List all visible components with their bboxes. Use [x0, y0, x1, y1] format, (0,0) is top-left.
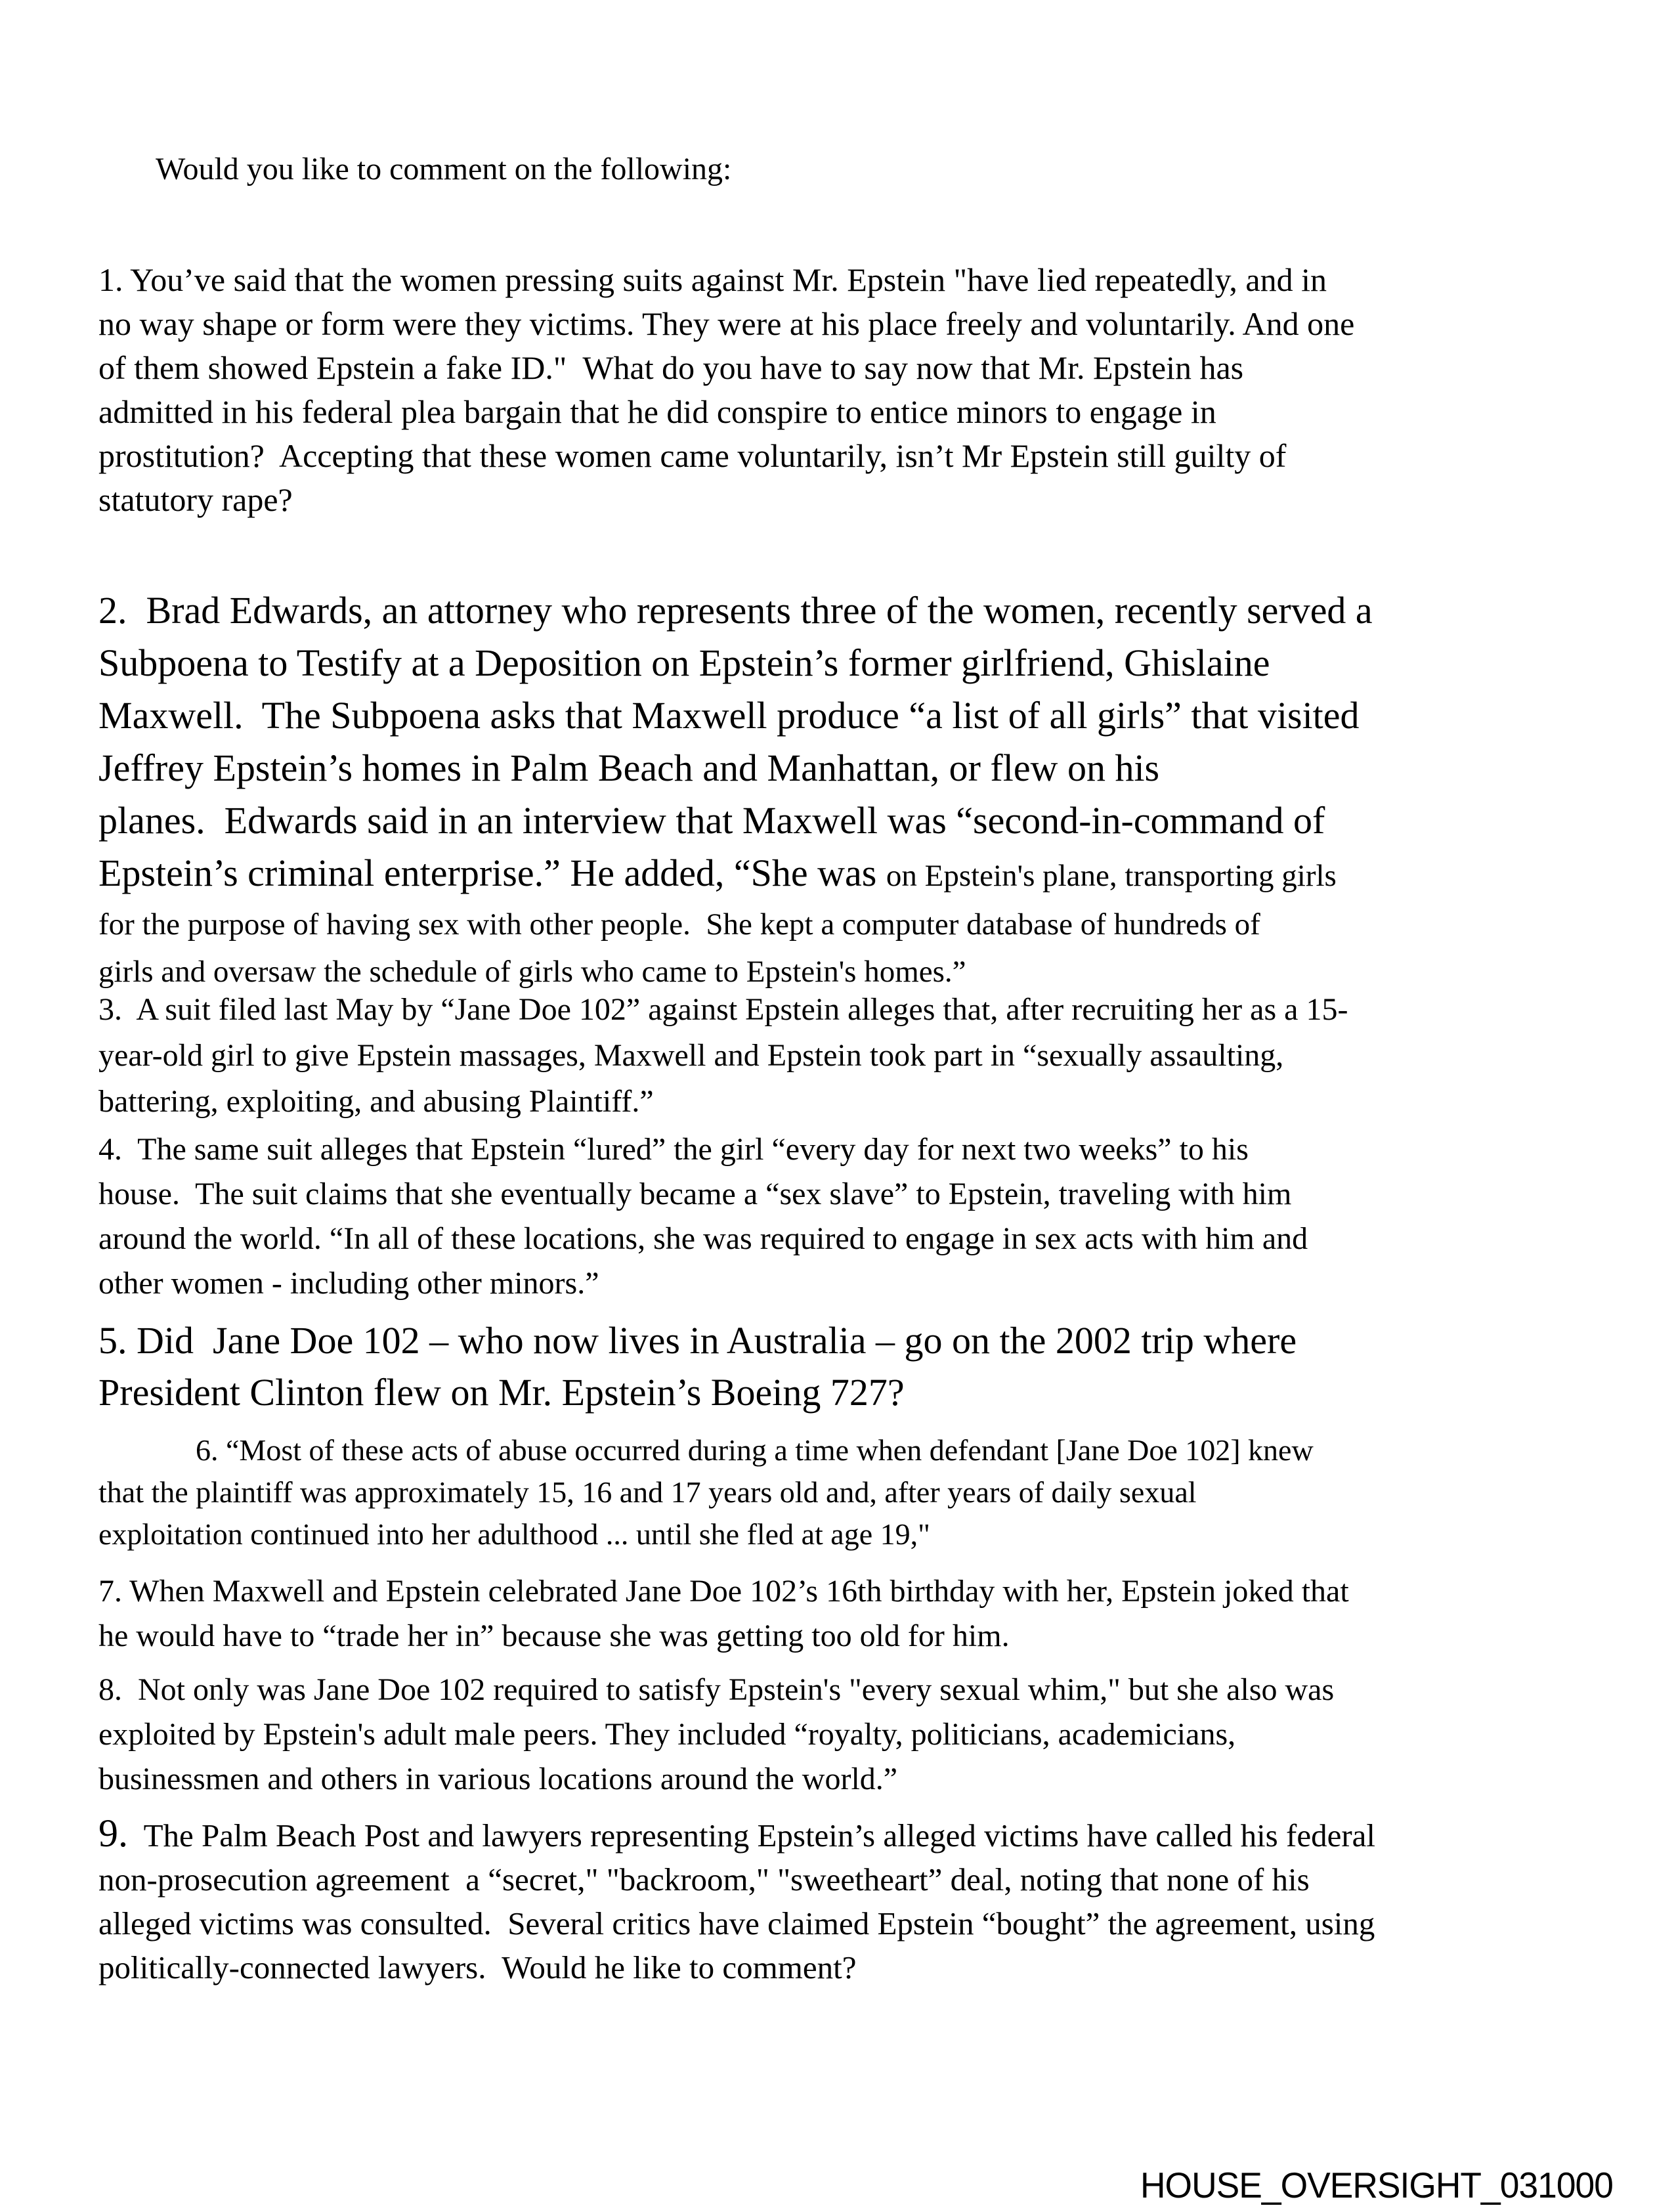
text-line [98, 1217, 1308, 1261]
text-line [98, 742, 1373, 794]
text-run: 8. Not only was Jane Doe 102 required to satisfy Epstein's "every sexual whim," but she also was [98, 1672, 1335, 1707]
text-line [98, 1811, 1375, 1857]
text-run: Epstein’s criminal enterprise.” He added, “She was [98, 852, 886, 894]
text-run: no way shape or form were they victims. They were at his place freely and voluntarily. And one [98, 305, 1355, 342]
paragraph-p4 [98, 1127, 1308, 1306]
text-run: exploitation continued into her adulthood ... until she fled at age 19," [98, 1517, 930, 1551]
text-line [98, 1901, 1375, 1945]
text-run: Subpoena to Testify at a Deposition on Epstein’s former girlfriend, Ghislaine [98, 641, 1270, 684]
text-line [98, 1033, 1348, 1079]
text-run: around the world. “In all of these locations, she was required to engage in sex acts with him and [98, 1221, 1308, 1256]
paragraph-p3 [98, 987, 1348, 1125]
text-line [98, 584, 1373, 637]
paragraph-p7 [98, 1569, 1349, 1659]
text-run: girls and oversaw the schedule of girls who came to Epstein's homes.” [98, 955, 966, 989]
text-run: of them showed Epstein a fake ID." What do you have to say now that Mr. Epstein has [98, 349, 1244, 386]
text-run: alleged victims was consulted. Several critics have claimed Epstein “bought” the agreement, using [98, 1905, 1375, 1941]
text-line [98, 1668, 1334, 1712]
text-line [98, 1513, 1314, 1555]
text-line [98, 346, 1354, 390]
text-run: that the plaintiff was approximately 15, 16 and 17 years old and, after years of daily sexual [98, 1475, 1197, 1509]
text-run: Maxwell. The Subpoena asks that Maxwell produce “a list of all girls” that visited [98, 694, 1360, 737]
text-line [98, 1471, 1314, 1513]
text-run: other women - including other minors.” [98, 1266, 599, 1301]
text-run: 6. “Most of these acts of abuse occurred during a time when defendant [Jane Doe 102] knew [196, 1433, 1314, 1467]
text-line [98, 1261, 1308, 1306]
text-run: 1. You’ve said that the women pressing suits against Mr. Epstein "have lied repeatedly, and in [98, 261, 1327, 298]
text-run: exploited by Epstein's adult male peers. They included “royalty, politicians, academicians, [98, 1717, 1236, 1752]
text-run: President Clinton flew on Mr. Epstein’s Boeing 727? [98, 1371, 905, 1414]
text-line [98, 689, 1373, 742]
text-line [98, 794, 1373, 847]
text-run: planes. Edwards said in an interview that Maxwell was “second-in-command of [98, 799, 1325, 842]
text-line [98, 1712, 1334, 1757]
bates-number: HOUSE_OVERSIGHT_031000 [1140, 2165, 1613, 2205]
paragraph-p8 [98, 1668, 1334, 1802]
text-line [98, 258, 1354, 302]
text-run: 5. Did Jane Doe 102 – who now lives in Australia – go on the 2002 trip where [98, 1319, 1297, 1362]
text-line [98, 1314, 1297, 1366]
text-run: year-old girl to give Epstein massages, Maxwell and Epstein took part in “sexually assaulting, [98, 1038, 1284, 1073]
text-line [98, 1429, 1314, 1471]
paragraph-p2 [98, 584, 1373, 994]
text-line [98, 847, 1373, 900]
text-line [98, 1366, 1297, 1418]
paragraph-p5 [98, 1314, 1297, 1418]
text-run: politically-connected lawyers. Would he like to comment? [98, 1949, 857, 1985]
text-line [98, 1614, 1349, 1659]
text-run: 4. The same suit alleges that Epstein “lured” the girl “every day for next two weeks” to his [98, 1132, 1249, 1167]
text-line [98, 390, 1354, 434]
text-line [98, 987, 1348, 1033]
text-line [98, 1172, 1308, 1217]
text-run: non-prosecution agreement a “secret," "backroom," "sweetheart” deal, noting that none of his [98, 1861, 1310, 1898]
text-run: statutory rape? [98, 481, 293, 518]
text-line [98, 637, 1373, 689]
text-run: house. The suit claims that she eventually became a “sex slave” to Epstein, traveling with him [98, 1177, 1292, 1211]
text-line [98, 1127, 1308, 1172]
text-run: The Palm Beach Post and lawyers representing Epstein’s alleged victims have called his federal [128, 1817, 1375, 1854]
text-line [98, 1079, 1348, 1125]
text-run: for the purpose of having sex with other people. She kept a computer database of hundreds of [98, 907, 1260, 942]
text-line [98, 434, 1354, 478]
text-run: businessmen and others in various locations around the world.” [98, 1762, 898, 1796]
text-line [98, 1569, 1349, 1614]
text-run: 7. When Maxwell and Epstein celebrated Jane Doe 102’s 16th birthday with her, Epstein joked that [98, 1574, 1349, 1609]
paragraph-p9 [98, 1811, 1375, 1989]
text-line [98, 900, 1373, 947]
text-line [98, 1945, 1375, 1989]
text-line [98, 302, 1354, 346]
text-run: prostitution? Accepting that these women came voluntarily, isn’t Mr Epstein still guilty of [98, 437, 1287, 474]
text-line [98, 1757, 1334, 1802]
text-run: 2. Brad Edwards, an attorney who represents three of the women, recently served a [98, 589, 1373, 632]
text-run: Jeffrey Epstein’s homes in Palm Beach and Manhattan, or flew on his [98, 747, 1160, 789]
text-line [98, 1857, 1375, 1901]
text-run: admitted in his federal plea bargain that he did conspire to entice minors to engage in [98, 393, 1216, 430]
text-line [98, 478, 1354, 522]
text-run: 9. [98, 1811, 128, 1855]
paragraph-p1 [98, 258, 1354, 522]
text-run: on Epstein's plane, transporting girls [886, 859, 1337, 893]
paragraph-p6 [98, 1429, 1314, 1555]
text-run: 3. A suit filed last May by “Jane Doe 102” against Epstein alleges that, after recruiting her as a 15- [98, 992, 1348, 1027]
intro-line: Would you like to comment on the following: [156, 152, 732, 186]
text-run: he would have to “trade her in” because she was getting too old for him. [98, 1618, 1010, 1653]
text-run: battering, exploiting, and abusing Plaintiff.” [98, 1084, 654, 1119]
